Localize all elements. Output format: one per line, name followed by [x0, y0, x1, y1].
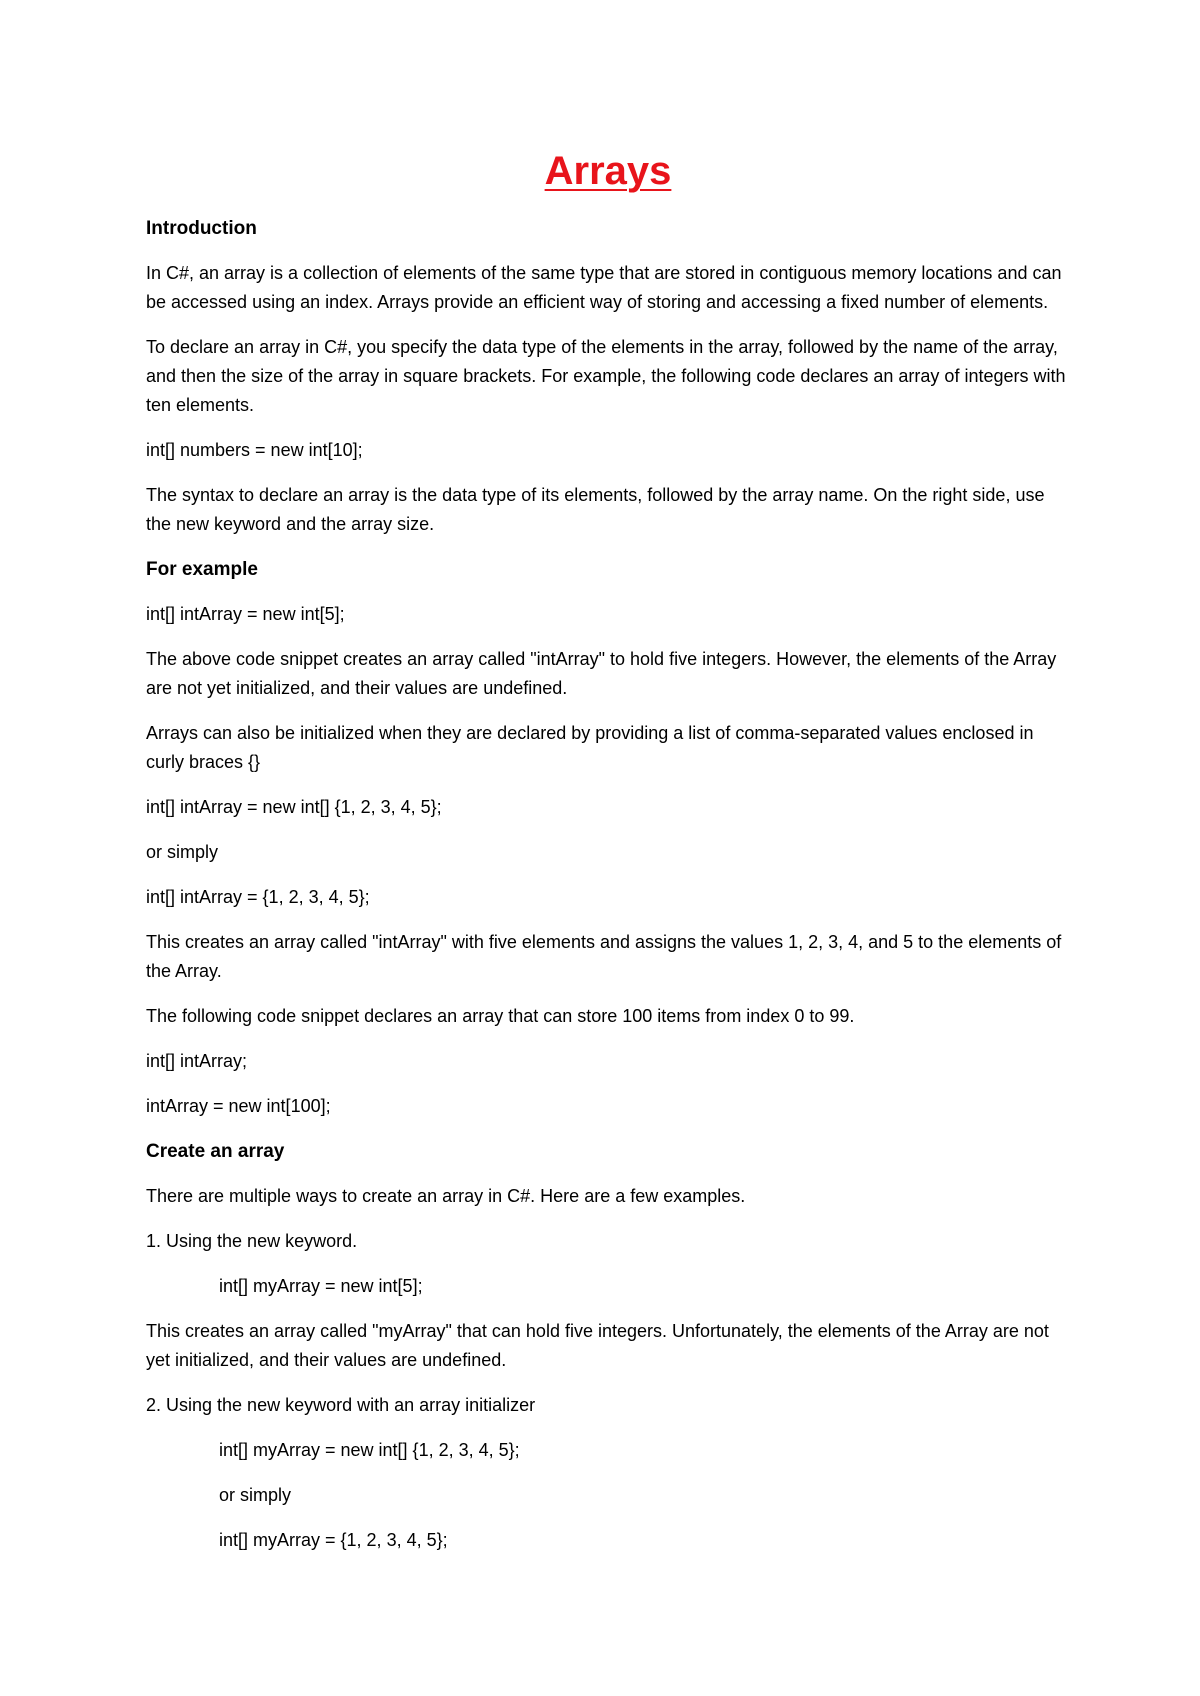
- paragraph: int[] intArray = {1, 2, 3, 4, 5};: [146, 887, 370, 907]
- paragraph: int[] numbers = new int[10];: [146, 440, 363, 460]
- code-line: int[] myArray = new int[] {1, 2, 3, 4, 5};: [219, 1440, 520, 1460]
- paragraph: To declare an array in C#, you specify the data type of the elements in the array, followed by the name of the array, and then the size of the array in square brackets. For example, the following code declares an array of integers with ten elements.: [146, 337, 1066, 415]
- code-line: int[] myArray = {1, 2, 3, 4, 5};: [219, 1530, 448, 1550]
- paragraph: This creates an array called "myArray" that can hold five integers. Unfortunately, the elements of the Array are not yet initialized, and their values are undefined.: [146, 1321, 1049, 1370]
- paragraph: There are multiple ways to create an array in C#. Here are a few examples.: [146, 1186, 746, 1206]
- paragraph: 1. Using the new keyword.: [146, 1231, 358, 1251]
- section-heading: Create an array: [146, 1141, 285, 1162]
- code-line: int[] myArray = new int[5];: [219, 1276, 423, 1296]
- code-line: or simply: [219, 1485, 292, 1505]
- paragraph: intArray = new int[100];: [146, 1096, 331, 1116]
- document-title: Arrays: [544, 149, 672, 193]
- paragraph: or simply: [146, 842, 219, 862]
- section-heading: Introduction: [146, 218, 257, 239]
- paragraph: int[] intArray = new int[5];: [146, 604, 345, 624]
- paragraph: The above code snippet creates an array called "intArray" to hold five integers. However, the elements of the Array are not yet initialized, and their values are undefined.: [146, 649, 1057, 698]
- paragraph: int[] intArray = new int[] {1, 2, 3, 4, 5};: [146, 797, 442, 817]
- paragraph: In C#, an array is a collection of elements of the same type that are stored in contiguous memory locations and can be accessed using an index. Arrays provide an efficient way of storing and accessing a fixed number of elements.: [146, 263, 1062, 312]
- paragraph: Arrays can also be initialized when they are declared by providing a list of comma-separated values enclosed in curly braces {}: [146, 723, 1034, 772]
- document-body: [146, 214, 1070, 1555]
- paragraph: The syntax to declare an array is the data type of its elements, followed by the array name. On the right side, use the new keyword and the array size.: [146, 485, 1045, 534]
- paragraph: This creates an array called "intArray" with five elements and assigns the values 1, 2, 3, 4, and 5 to the elements of the Array.: [146, 932, 1062, 981]
- paragraph: 2. Using the new keyword with an array initializer: [146, 1395, 536, 1415]
- paragraph: The following code snippet declares an array that can store 100 items from index 0 to 99.: [146, 1006, 855, 1026]
- paragraph: int[] intArray;: [146, 1051, 248, 1071]
- section-heading: For example: [146, 559, 258, 580]
